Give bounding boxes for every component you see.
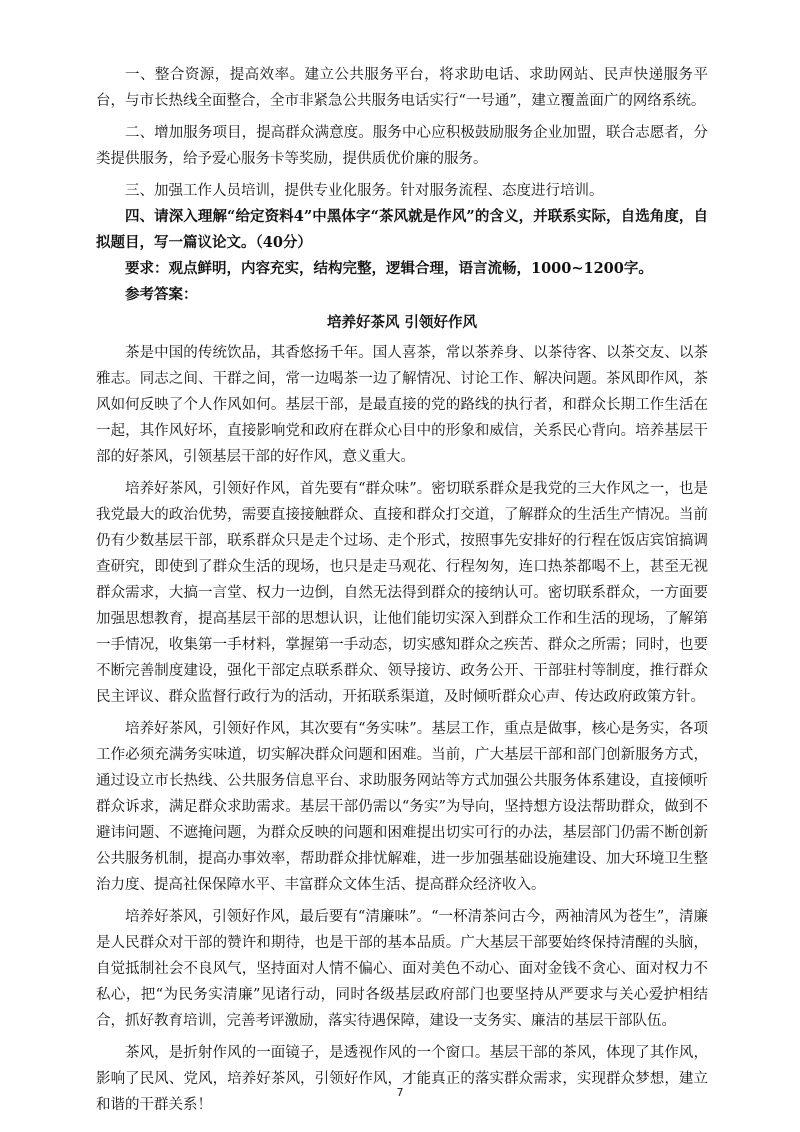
page-number: 7	[396, 1086, 404, 1099]
essay-question: 四、请深入理解“给定资料4”中黑体字“茶风就是作风”的含义，并联系实际，自选角度，自拟题目，写一篇议论文。（40分）	[96, 208, 708, 251]
essay-title: 培养好茶风 引领好作风	[326, 314, 478, 331]
document-page	[96, 62, 708, 1118]
paragraph-integrate-resources: 一、整合资源，提高效率。建立公共服务平台，将求助电话、求助网站、民声快递服务平台，与市长热线全面整合，全市非紧急公共服务电话实行“一号通”，建立覆盖面广的网络系统。	[96, 67, 708, 109]
answer-label: 参考答案：	[125, 286, 198, 303]
essay-paragraph-pragmatic: 培养好茶风，引领好作风，其次要有“务实味”。基层工作，重点是做事，核心是务实，各项工作必须充满务实味道，切实解决群众问题和困难。当前，广大基层干部和部门创新服务方式，通过设立市长热线、公共服务信息平台、求助服务网站等方式加强公共服务体系建设，直接倾听群众诉求，满足群众求助需求。基层干部仍需以“务实”为导向，坚持想方设法帮助群众，做到不避讳问题、不遮掩问题，为群众反映的问题和困难提出切实可行的办法，基层部门仍需不断创新公共服务机制，提高办事效率，帮助群众排忧解难，进一步加强基础设施建设、加大环境卫生整治力度、提高社保保障水平、丰富群众文体生活、提高群众经济收入。	[96, 721, 708, 893]
essay-paragraph-intro: 茶是中国的传统饮品，其香悠扬千年。国人喜茶，常以茶养身、以茶待客、以茶交友、以茶雅志。同志之间、干群之间，常一边喝茶一边了解情况、讨论工作、解决问题。茶风即作风，茶风如何反映了个人作风如何。基层干部，是最直接的党的路线的执行者，和群众长期工作生活在一起，其作风好坏，直接影响党和政府在群众心目中的形象和威信，关系民心背向。培养基层干部的好茶风，引领基层干部的好作风，意义重大。	[96, 345, 708, 465]
essay-paragraph-clean: 培养好茶风，引领好作风，最后要有“清廉味”。“一杯清茶问古今，两袖清风为苍生”，清廉是人民群众对干部的赞许和期待，也是干部的基本品质。广大基层干部要始终保持清醒的头脑，自觉抵制社会不良风气，坚持面对人情不偏心、面对美色不动心、面对金钱不贪心、面对权力不私心，把“为民务实清廉”见诸行动，同时各级基层政府部门也要坚持从严要求与关心爱护相结合，抓好教育培训，完善考评激励，落实待遇保障，建设一支务实、廉洁的基层干部队伍。	[96, 909, 708, 1029]
essay-paragraph-mass: 培养好茶风，引领好作风，首先要有“群众味”。密切联系群众是我党的三大作风之一，也是我党最大的政治优势，需要直接接触群众、直接和群众打交道，了解群众的生活生产情况。当前仍有少数基层干部，联系群众只是走个过场、走个形式，按照事先安排好的行程在饭店宾馆搞调查研究，即使到了群众生活的现场，也只是走马观花、行程匆匆，连口热茶都喝不上，甚至无视群众需求，大搞一言堂、权力一边倒，自然无法得到群众的接纳认可。密切联系群众，一方面要加强思想教育，提高基层干部的思想认识，让他们能切实深入到群众工作和生活的现场，了解第一手情况，收集第一手材料，掌握第一手动态，切实感知群众之疾苦、群众之所需；同时，也要不断完善制度建设，强化干部定点联系群众、领导接访、政务公开、干部驻村等制度，推行群众民主评议、群众监督行政行为的活动，开拓联系渠道，及时倾听群众心声、传达政府政策方针。	[96, 481, 708, 705]
paragraph-staff-training: 三、加强工作人员培训，提供专业化服务。针对服务流程、态度进行培训。	[125, 183, 604, 199]
essay-requirement: 要求：观点鲜明，内容充实，结构完整，逻辑合理，语言流畅，1000~1200字。	[125, 260, 653, 277]
paragraph-add-services: 二、增加服务项目，提高群众满意度。服务中心应积极鼓励服务企业加盟，联合志愿者，分类提供服务，给予爱心服务卡等奖励，提供质优价廉的服务。	[96, 125, 708, 167]
essay-paragraph-conclusion: 茶风，是折射作风的一面镜子，是透视作风的一个窗口。基层干部的茶风，体现了其作风，影响了民风、党风，培养好茶风，引领好作风，才能真正的落实群众需求，实现群众梦想，建立和谐的干群关系！	[96, 1045, 708, 1113]
